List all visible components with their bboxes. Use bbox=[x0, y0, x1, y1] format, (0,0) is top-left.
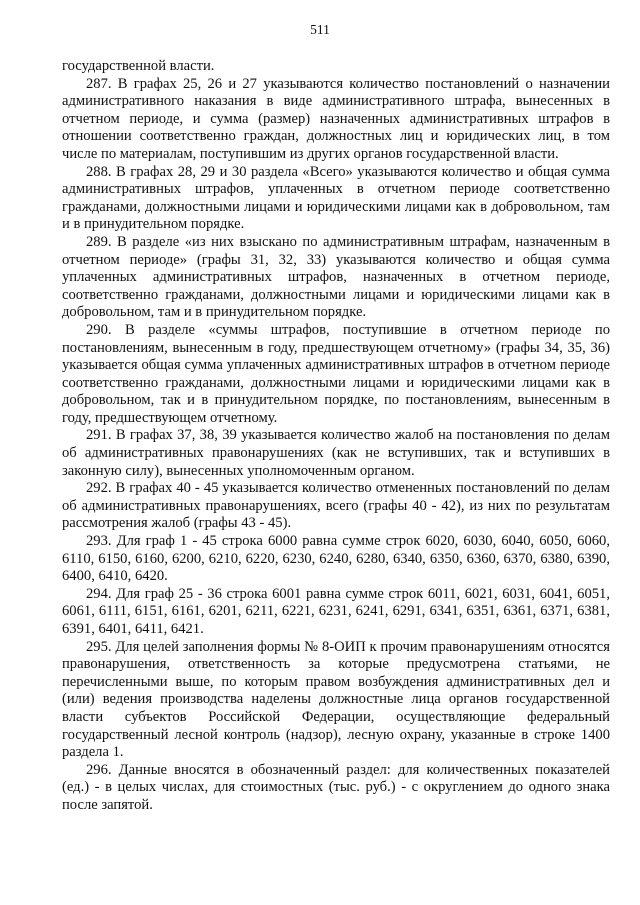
paragraph-296: 296. Данные вносятся в обозначенный раздел: для количественных показателей (ед.) - в целых числах, для стоимостных (тыс. руб.) - с округлением до одного знака после запятой. bbox=[62, 761, 610, 813]
paragraph-291: 291. В графах 37, 38, 39 указывается количество жалоб на постановления по делам об административных правонарушениях (как не вступивших, так и вступивших в законную силу), вынесенных уполномоченным органом. bbox=[62, 427, 610, 479]
page-number: 511 bbox=[310, 22, 330, 37]
document-body bbox=[62, 58, 610, 815]
paragraph-288: 288. В графах 28, 29 и 30 раздела «Всего» указываются количество и общая сумма административных штрафов, уплаченных в отчетном периоде соответственно гражданами, должностными лицами и юридическими лицами как в добровольном, там и в принудительном порядке. bbox=[62, 163, 610, 233]
paragraph-292: 292. В графах 40 - 45 указывается количество отмененных постановлений по делам об административных правонарушениях, всего (графы 40 - 42), из них по результатам рассмотрения жалоб (графы 43 - 45). bbox=[62, 480, 610, 532]
paragraph-continuation: государственной власти. bbox=[62, 58, 215, 74]
paragraph-289: 289. В разделе «из них взыскано по административным штрафам, назначенным в отчетном периоде» (графы 31, 32, 33) указываются количество и общая сумма уплаченных административных штрафов, назначенных в отчетном периоде, соответственно гражданами, должностными лицами и юридическими лицами как в добровольном, там и в принудительном порядке. bbox=[62, 233, 610, 321]
paragraph-290: 290. В разделе «суммы штрафов, поступившие в отчетном периоде по постановлениям, вынесенным в году, предшествующем отчетному» (графы 34, 35, 36) указывается общая сумма уплаченных административных штрафов в отчетном периоде соответственно гражданами, должностными лицами и юридическими лицами как в добровольном, так и в принудительном порядке, по постановлениям, вынесенным в году, предшествующем отчетному. bbox=[62, 321, 610, 426]
paragraph-295: 295. Для целей заполнения формы № 8-ОИП к прочим правонарушениям относятся правонарушения, ответственность за которые предусмотрена статьями, не перечисленными выше, по которым правом возбуждения административных дел и (или) ведения производства наделены должностные лица органов государственной власти субъектов Российской Федерации, осуществляющие федеральный государственный лесной контроль (надзор), лесную охрану, указанные в строке 1400 раздела 1. bbox=[62, 638, 610, 761]
paragraph-293: 293. Для граф 1 - 45 строка 6000 равна сумме строк 6020, 6030, 6040, 6050, 6060, 6110, 6150, 6160, 6200, 6210, 6220, 6230, 6240, 6280, 6340, 6350, 6360, 6370, 6380, 6390, 6400, 6410, 6420. bbox=[62, 533, 610, 585]
paragraph-287: 287. В графах 25, 26 и 27 указываются количество постановлений о назначении административного наказания в виде административного штрафа, вынесенных в отчетном периоде, и сумма (размер) назначенных административных штрафов в отношении соответственно граждан, должностных лиц и юридических лиц, в том числе по материалам, поступившим из других органов государственной власти. bbox=[62, 75, 610, 162]
paragraph-294: 294. Для граф 25 - 36 строка 6001 равна сумме строк 6011, 6021, 6031, 6041, 6051, 6061, 6111, 6151, 6161, 6201, 6211, 6221, 6231, 6241, 6291, 6341, 6351, 6361, 6371, 6381, 6391, 6401, 6411, 6421. bbox=[62, 585, 610, 637]
